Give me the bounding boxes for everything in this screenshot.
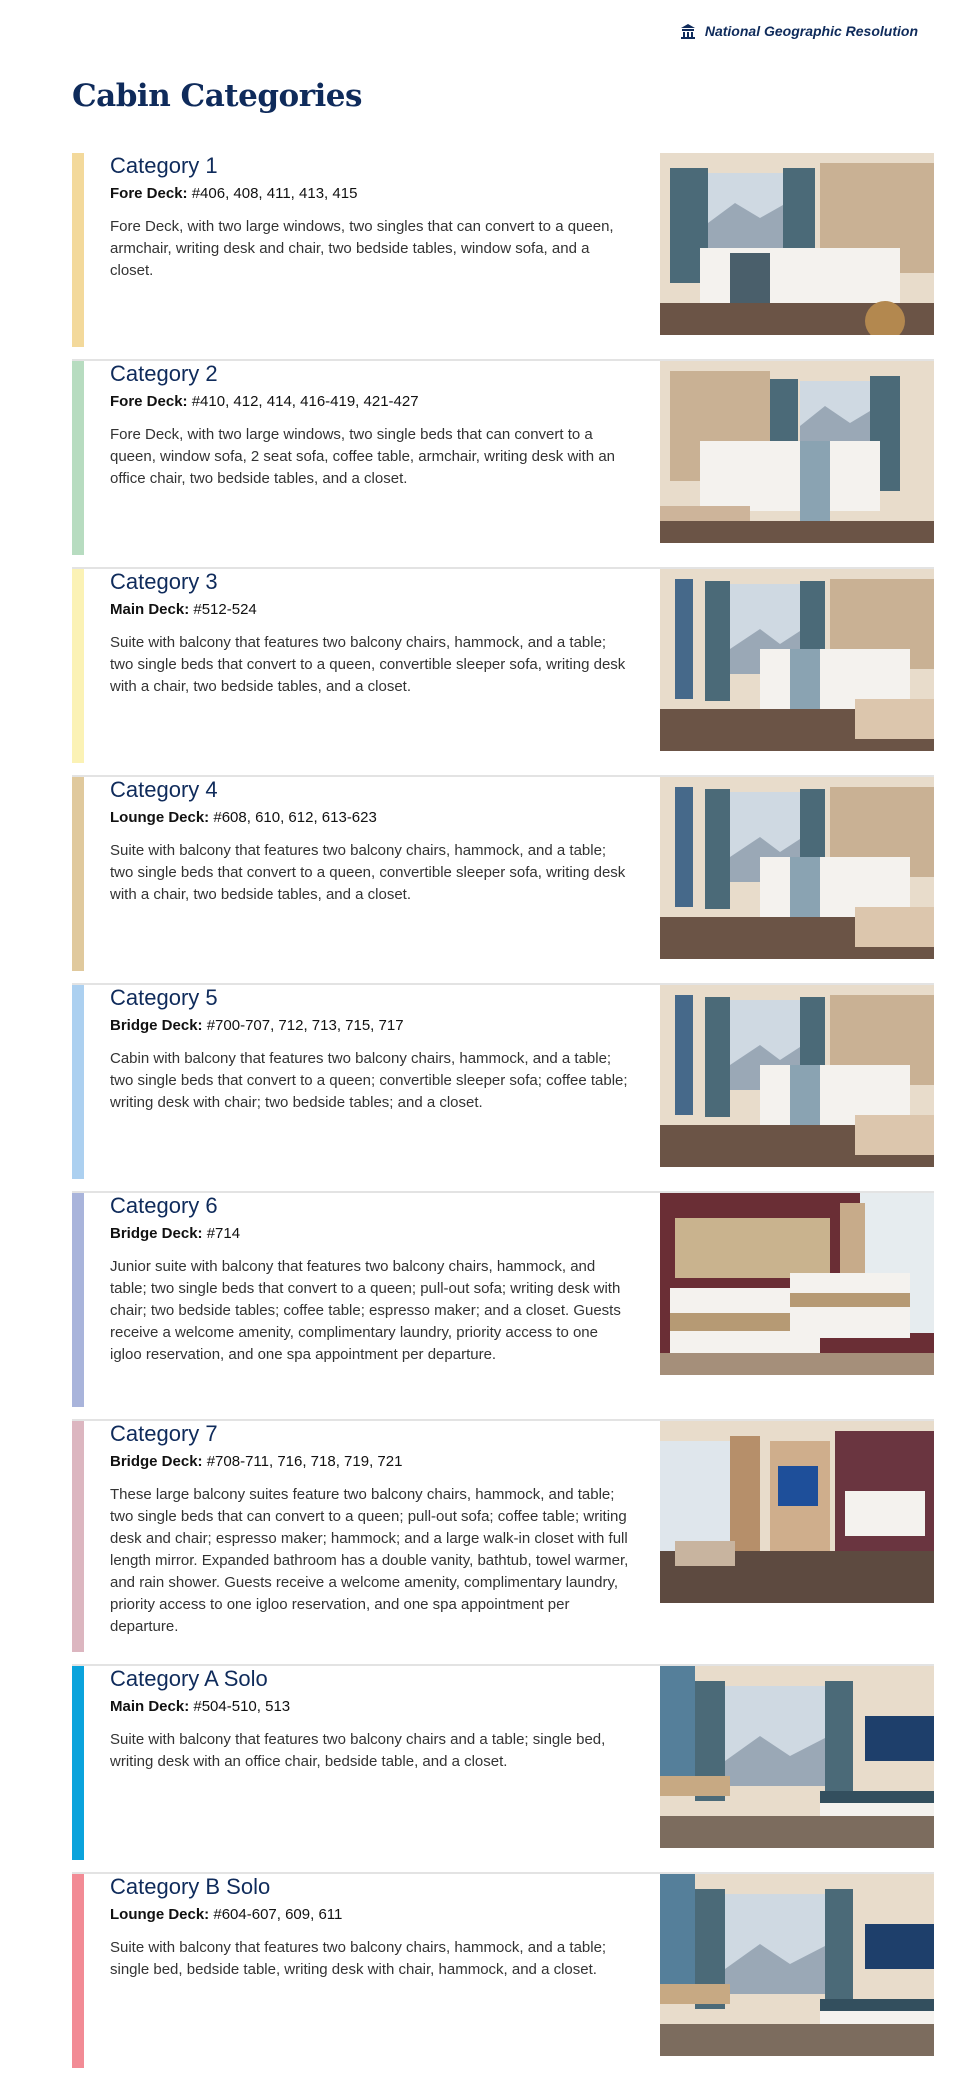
- cabin-photo-solo: [660, 1874, 934, 2056]
- category-deck: [110, 600, 630, 620]
- category-row: [72, 1874, 934, 2082]
- cabin-photo-balcony: [660, 569, 934, 751]
- category-color-bar: [72, 1874, 84, 2068]
- category-deck: [110, 1452, 630, 1472]
- brand-name: National Geographic Resolution: [704, 23, 918, 39]
- category-title: Category 1: [110, 153, 218, 178]
- cabin-numbers: #714: [206, 1225, 241, 1242]
- category-color-bar: [72, 1193, 84, 1407]
- deck-name: Main Deck:: [110, 601, 190, 618]
- deck-name: Bridge Deck:: [110, 1017, 203, 1034]
- cabin-photo-twin-beds: [660, 361, 934, 543]
- category-description: Suite with balcony that features two balcony chairs, hammock, and a table; two single beds that convert to a queen, convertible sleeper sofa, writing desk with a chair, two bedside tables, and a closet.: [110, 842, 626, 903]
- cabin-photo-suite: [660, 1421, 934, 1603]
- category-info: [110, 985, 630, 1191]
- category-info: [110, 1874, 630, 2082]
- category-deck: [110, 1905, 630, 1925]
- category-color-bar: [72, 1666, 84, 1860]
- deck-name: Bridge Deck:: [110, 1225, 203, 1242]
- category-title: Category 5: [110, 985, 218, 1010]
- category-row: [72, 985, 934, 1193]
- deck-name: Fore Deck:: [110, 185, 188, 202]
- category-info: [110, 1666, 630, 1872]
- category-row: [72, 569, 934, 777]
- cabin-numbers: #512-524: [193, 601, 257, 618]
- category-row: [72, 361, 934, 569]
- brand: [679, 22, 918, 40]
- category-row: [72, 153, 934, 361]
- category-info: [110, 777, 630, 983]
- category-color-bar: [72, 569, 84, 763]
- category-deck: [110, 1016, 630, 1036]
- cabin-photo-junior-suite: [660, 1193, 934, 1375]
- cabin-numbers: #504-510, 513: [193, 1698, 291, 1715]
- category-row: [72, 1193, 934, 1421]
- category-deck: [110, 392, 630, 412]
- page-title: Cabin Categories: [72, 78, 362, 114]
- category-title: Category A Solo: [110, 1666, 268, 1691]
- cabin-numbers: #604-607, 609, 611: [213, 1906, 343, 1923]
- category-list: [72, 153, 934, 2082]
- category-description: Fore Deck, with two large windows, two single beds that can convert to a queen, window sofa, 2 seat sofa, coffee table, armchair, writing desk with an office chair, two bedside tables, and a closet.: [110, 426, 616, 487]
- category-title: Category 2: [110, 361, 218, 386]
- deck-name: Main Deck:: [110, 1698, 190, 1715]
- category-color-bar: [72, 985, 84, 1179]
- category-row: [72, 1666, 934, 1874]
- category-row: [72, 777, 934, 985]
- category-deck: [110, 184, 630, 204]
- deck-name: Bridge Deck:: [110, 1453, 203, 1470]
- category-info: [110, 1193, 630, 1419]
- category-info: [110, 569, 630, 775]
- category-color-bar: [72, 361, 84, 555]
- category-info: [110, 361, 630, 567]
- category-description: Junior suite with balcony that features two balcony chairs, hammock, and table; two single beds that convert to a queen; pull-out sofa; writing desk with chair; two bedside tables; coffee table; espresso maker; and a closet. Guests receive a welcome amenity, complimentary laundry, priority access to one igloo reservation, and one spa appointment per departure.: [110, 1258, 621, 1363]
- cabin-photo-balcony: [660, 777, 934, 959]
- category-description: Fore Deck, with two large windows, two singles that can convert to a queen, armchair, writing desk and chair, two bedside tables, window sofa, and a closet.: [110, 218, 614, 279]
- category-description: These large balcony suites feature two balcony chairs, hammock, and table; two single beds that can convert to a queen; pull-out sofa; coffee table; writing desk and chair; espresso maker; hammock; and a large walk-in closet with full length mirror. Expanded bathroom has a double vanity, bathtub, towel warmer, and rain shower. Guests receive a welcome amenity, complimentary laundry, priority access to one igloo reservation, and one spa appointment per departure.: [110, 1486, 629, 1635]
- category-title: Category 6: [110, 1193, 218, 1218]
- ship-logo-icon: [679, 22, 697, 40]
- category-deck: [110, 1224, 630, 1244]
- cabin-photo-windows: [660, 153, 934, 335]
- cabin-numbers: #406, 408, 411, 413, 415: [191, 185, 358, 202]
- deck-name: Fore Deck:: [110, 393, 188, 410]
- category-title: Category 4: [110, 777, 218, 802]
- category-deck: [110, 808, 630, 828]
- category-title: Category B Solo: [110, 1874, 271, 1899]
- category-info: [110, 153, 630, 359]
- cabin-numbers: #708-711, 716, 718, 719, 721: [206, 1453, 403, 1470]
- category-title: Category 3: [110, 569, 218, 594]
- cabin-numbers: #700-707, 712, 713, 715, 717: [206, 1017, 404, 1034]
- cabin-numbers: #608, 610, 612, 613-623: [213, 809, 377, 826]
- cabin-photo-balcony: [660, 985, 934, 1167]
- category-deck: [110, 1697, 630, 1717]
- category-color-bar: [72, 1421, 84, 1652]
- category-description: Cabin with balcony that features two balcony chairs, hammock, and a table; two single beds that convert to a queen; convertible sleeper sofa; coffee table; writing desk with chair; two bedside tables; and a closet.: [110, 1050, 628, 1111]
- cabin-photo-solo: [660, 1666, 934, 1848]
- category-description: Suite with balcony that features two balcony chairs and a table; single bed, writing desk with an office chair, bedside table, and a closet.: [110, 1731, 606, 1770]
- category-color-bar: [72, 777, 84, 971]
- deck-name: Lounge Deck:: [110, 1906, 210, 1923]
- category-description: Suite with balcony that features two balcony chairs, hammock, and a table; two single beds that convert to a queen, convertible sleeper sofa, writing desk with a chair, two bedside tables, and a closet.: [110, 634, 626, 695]
- category-title: Category 7: [110, 1421, 218, 1446]
- category-description: Suite with balcony that features two balcony chairs, hammock, and a table; single bed, bedside table, writing desk with chair, hammock, and a closet.: [110, 1939, 607, 1978]
- category-color-bar: [72, 153, 84, 347]
- cabin-numbers: #410, 412, 414, 416-419, 421-427: [191, 393, 419, 410]
- category-info: [110, 1421, 630, 1664]
- deck-name: Lounge Deck:: [110, 809, 210, 826]
- category-row: [72, 1421, 934, 1666]
